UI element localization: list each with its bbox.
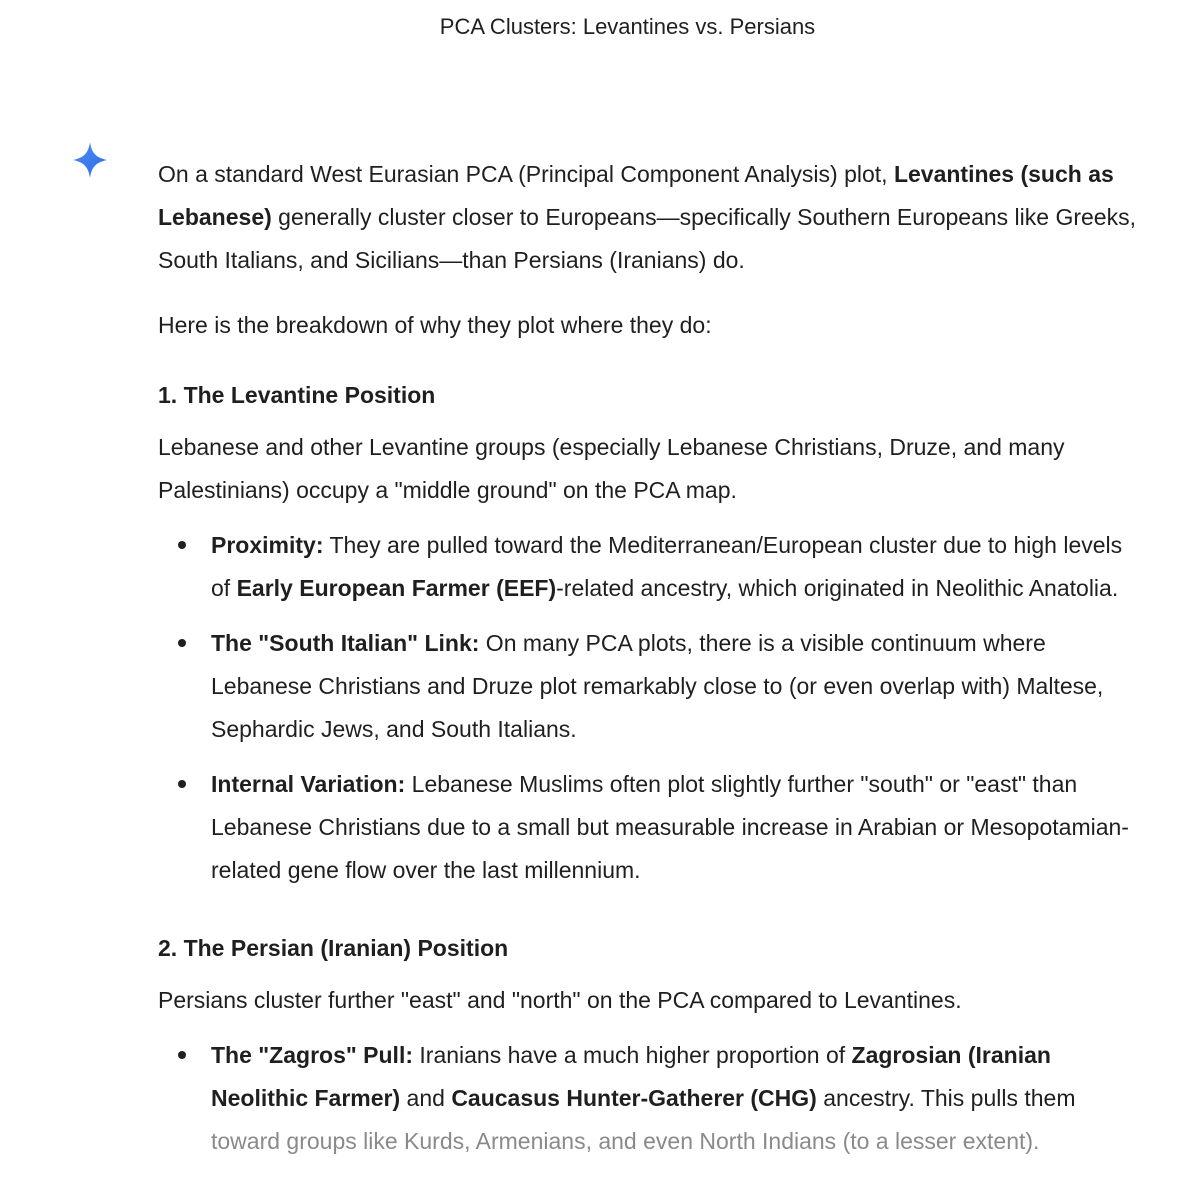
response-body (158, 153, 1200, 1175)
persian-bullet-list (158, 1034, 1200, 1163)
bullet-dot (178, 541, 186, 549)
section-heading-persian: 2. The Persian (Iranian) Position (158, 935, 509, 961)
section1-paragraph: Lebanese and other Levantine groups (especially Lebanese Christians, Druze, and many Palestinians) occupy a "middle ground" on the PCA map. (158, 434, 1065, 503)
section2-paragraph: Persians cluster further "east" and "north" on the PCA compared to Levantines. (158, 987, 962, 1013)
list-item: The "Zagros" Pull: Iranians have a much higher proportion of Zagrosian (Iranian Neolithic Farmer) and Caucasus Hunter-Gatherer (CHG) ancestry. This pulls them toward groups like Kurds, Armenians, and even North Indians (to a lesser extent). (158, 1034, 1200, 1163)
section-heading-levantine: 1. The Levantine Position (158, 382, 436, 408)
sparkle-icon (70, 140, 110, 180)
conversation-title: PCA Clusters: Levantines vs. Persians (439, 14, 816, 39)
breakdown-paragraph: Here is the breakdown of why they plot where they do: (158, 312, 712, 338)
list-item: The "South Italian" Link: On many PCA plots, there is a visible continuum where Lebanese Christians and Druze plot remarkably close to (or even overlap with) Maltese, Sephardic Jews, and South Italians. (158, 622, 1200, 751)
list-item: Proximity: They are pulled toward the Mediterranean/European cluster due to high levels of Early European Farmer (EEF)-related ancestry, which originated in Neolithic Anatolia. (158, 524, 1200, 610)
levantine-bullet-list (158, 524, 1200, 892)
bullet-dot (178, 780, 186, 788)
bullet-dot (178, 1051, 186, 1059)
bullet-dot (178, 639, 186, 647)
list-item: Internal Variation: Lebanese Muslims often plot slightly further "south" or "east" than Lebanese Christians due to a small but measurable increase in Arabian or Mesopotamian- related gene flow over the last millennium. (158, 763, 1200, 892)
intro-paragraph: On a standard West Eurasian PCA (Principal Component Analysis) plot, Levantines (such as Lebanese) generally cluster closer to Europeans—specifically Southern Europeans like Greeks, South Italians, and Sicilians—than Persians (Iranians) do. (158, 161, 1136, 273)
